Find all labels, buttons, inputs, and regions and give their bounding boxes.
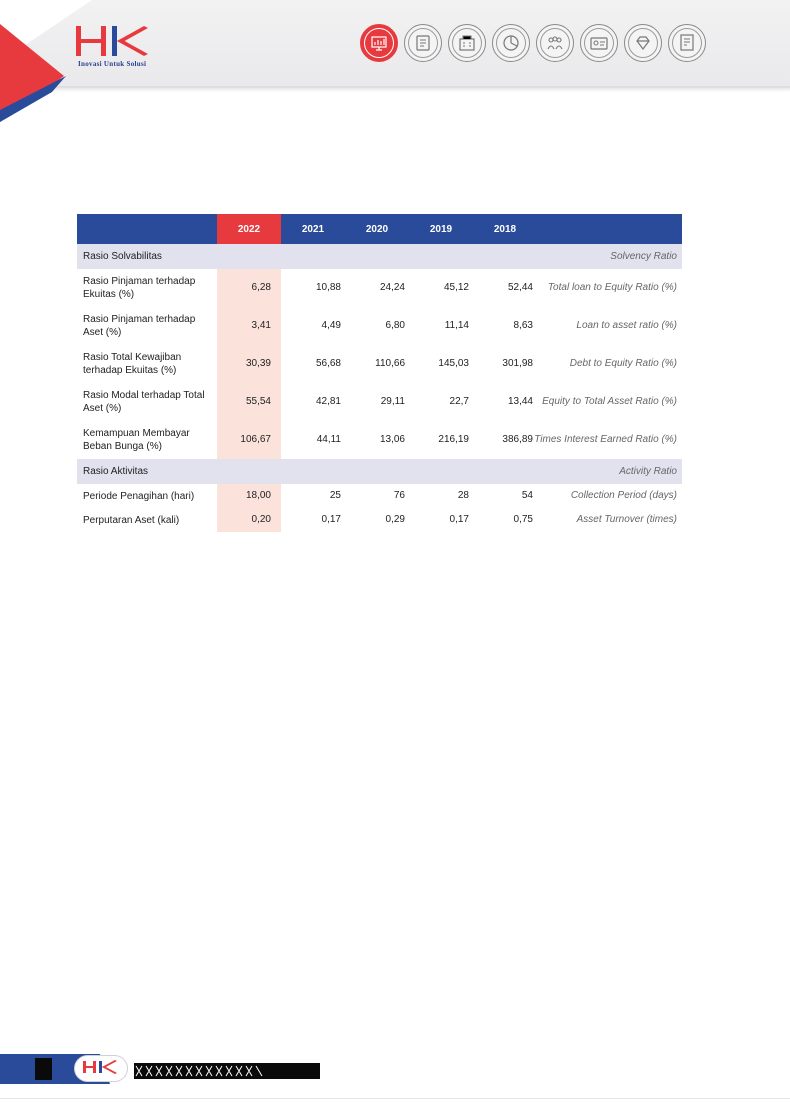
year-header-2020: 2020	[365, 224, 389, 235]
row-label-line: Ekuitas (%)	[83, 289, 135, 300]
row-label-line: Rasio Total Kewajiban	[83, 352, 182, 363]
value-2019: 145,03	[438, 358, 469, 369]
value-2022: 3,41	[251, 320, 271, 331]
row-label-line: Perputaran Aset (kali)	[83, 515, 180, 526]
report-document-icon	[412, 32, 434, 54]
value-2018: 52,44	[507, 282, 533, 293]
table-row	[77, 383, 682, 421]
year-header-2019: 2019	[429, 224, 453, 235]
row-label	[83, 514, 179, 527]
people-group-icon	[544, 32, 566, 54]
row-label-line: terhadap Ekuitas (%)	[83, 365, 177, 376]
nav-button-ring	[364, 28, 394, 58]
row-label	[83, 427, 190, 453]
value-2019: 28	[457, 490, 469, 501]
row-label-line: Rasio Pinjaman terhadap	[83, 314, 196, 325]
value-2022: 18,00	[245, 490, 271, 501]
section-title-id: Rasio Solvabilitas	[83, 251, 162, 262]
section-header	[77, 459, 682, 484]
statement-document-icon	[676, 32, 698, 54]
value-2018: 301,98	[502, 358, 533, 369]
nav-button-7[interactable]	[624, 24, 662, 62]
value-2022: 55,54	[245, 396, 271, 407]
value-2019: 45,12	[443, 282, 469, 293]
footer-redacted-strip	[134, 1063, 320, 1079]
row-label-line: Beban Bunga (%)	[83, 441, 162, 452]
table-row	[77, 345, 682, 383]
row-label-line: Aset (%)	[83, 403, 122, 414]
footer-logo-pill	[74, 1055, 128, 1082]
table-row	[77, 484, 682, 508]
section-navigation	[360, 24, 706, 64]
diamond-icon	[632, 32, 654, 54]
nav-button-ring	[628, 28, 658, 58]
table-row	[77, 307, 682, 345]
value-2018: 13,44	[507, 396, 533, 407]
nav-button-ring	[452, 28, 482, 58]
row-label-en: Asset Turnover (times)	[576, 514, 677, 525]
row-label	[83, 275, 195, 301]
nav-button-2[interactable]	[404, 24, 442, 62]
value-2020: 76	[393, 490, 405, 501]
nav-button-ring	[496, 28, 526, 58]
row-label-line: Rasio Pinjaman terhadap	[83, 276, 196, 287]
year-header-2018: 2018	[493, 224, 517, 235]
row-label-line: Periode Penagihan (hari)	[83, 491, 195, 502]
table-body	[77, 244, 682, 532]
value-2022: 6,28	[251, 282, 271, 293]
nav-button-8[interactable]	[668, 24, 706, 62]
section-title-en: Activity Ratio	[619, 466, 677, 477]
value-2020: 13,06	[379, 434, 405, 445]
nav-button-5[interactable]	[536, 24, 574, 62]
id-card-icon	[588, 32, 610, 54]
value-2018: 386,89	[502, 434, 533, 445]
section-header	[77, 244, 682, 269]
table-row	[77, 508, 682, 532]
row-label-line: Aset (%)	[83, 327, 122, 338]
row-label-en: Collection Period (days)	[570, 490, 677, 501]
value-2021: 4,49	[321, 320, 341, 331]
row-label-en: Times Interest Earned Ratio (%)	[534, 434, 677, 445]
section-title-id: Rasio Aktivitas	[83, 466, 149, 477]
value-2021: 25	[329, 490, 341, 501]
value-2022: 30,39	[245, 358, 271, 369]
row-label-en: Debt to Equity Ratio (%)	[569, 358, 677, 369]
value-2021: 56,68	[315, 358, 341, 369]
nav-button-ring	[672, 28, 702, 58]
pie-chart-icon	[500, 32, 522, 54]
footer-hk-logo	[75, 1056, 127, 1081]
nav-button-ring	[540, 28, 570, 58]
row-label-en: Equity to Total Asset Ratio (%)	[542, 396, 677, 407]
value-2020: 24,24	[379, 282, 405, 293]
page-number-box	[35, 1058, 52, 1080]
value-2020: 6,80	[385, 320, 405, 331]
table-row	[77, 421, 682, 459]
year-header-2021: 2021	[301, 224, 325, 235]
table-row	[77, 269, 682, 307]
financial-ratio-table	[77, 214, 682, 532]
row-label	[83, 490, 194, 503]
value-2021: 0,17	[321, 514, 341, 525]
value-2019: 22,7	[449, 396, 469, 407]
nav-button-1[interactable]	[360, 24, 398, 62]
nav-button-6[interactable]	[580, 24, 618, 62]
footer-divider	[0, 1098, 790, 1099]
value-2020: 110,66	[375, 358, 405, 369]
row-label-en: Loan to asset ratio (%)	[576, 320, 677, 331]
row-label	[83, 313, 195, 339]
nav-button-4[interactable]	[492, 24, 530, 62]
nav-button-ring	[408, 28, 438, 58]
row-label	[83, 351, 181, 377]
value-2019: 216,19	[438, 434, 469, 445]
value-2018: 8,63	[513, 320, 533, 331]
nav-button-ring	[584, 28, 614, 58]
value-2022: 106,67	[240, 434, 271, 445]
value-2020: 29,11	[380, 396, 405, 407]
logo-tagline: Inovasi Untuk Solusi	[78, 60, 147, 68]
value-2018: 0,75	[513, 514, 533, 525]
financial-chart-icon	[368, 32, 390, 54]
row-label-line: Rasio Modal terhadap Total	[83, 390, 205, 401]
value-2019: 0,17	[449, 514, 469, 525]
value-2021: 44,11	[316, 434, 341, 445]
building-icon	[456, 32, 478, 54]
table-header	[77, 214, 682, 244]
nav-button-3[interactable]	[448, 24, 486, 62]
value-2018: 54	[521, 490, 533, 501]
value-2022: 0,20	[251, 514, 271, 525]
value-2021: 10,88	[315, 282, 341, 293]
row-label	[83, 389, 205, 415]
value-2020: 0,29	[385, 514, 405, 525]
section-title-en: Solvency Ratio	[610, 251, 677, 262]
value-2021: 42,81	[315, 396, 341, 407]
row-label-line: Kemampuan Membayar	[83, 428, 190, 439]
year-header-2022: 2022	[217, 214, 281, 244]
row-label-en: Total loan to Equity Ratio (%)	[547, 282, 677, 293]
value-2019: 11,14	[444, 320, 469, 331]
